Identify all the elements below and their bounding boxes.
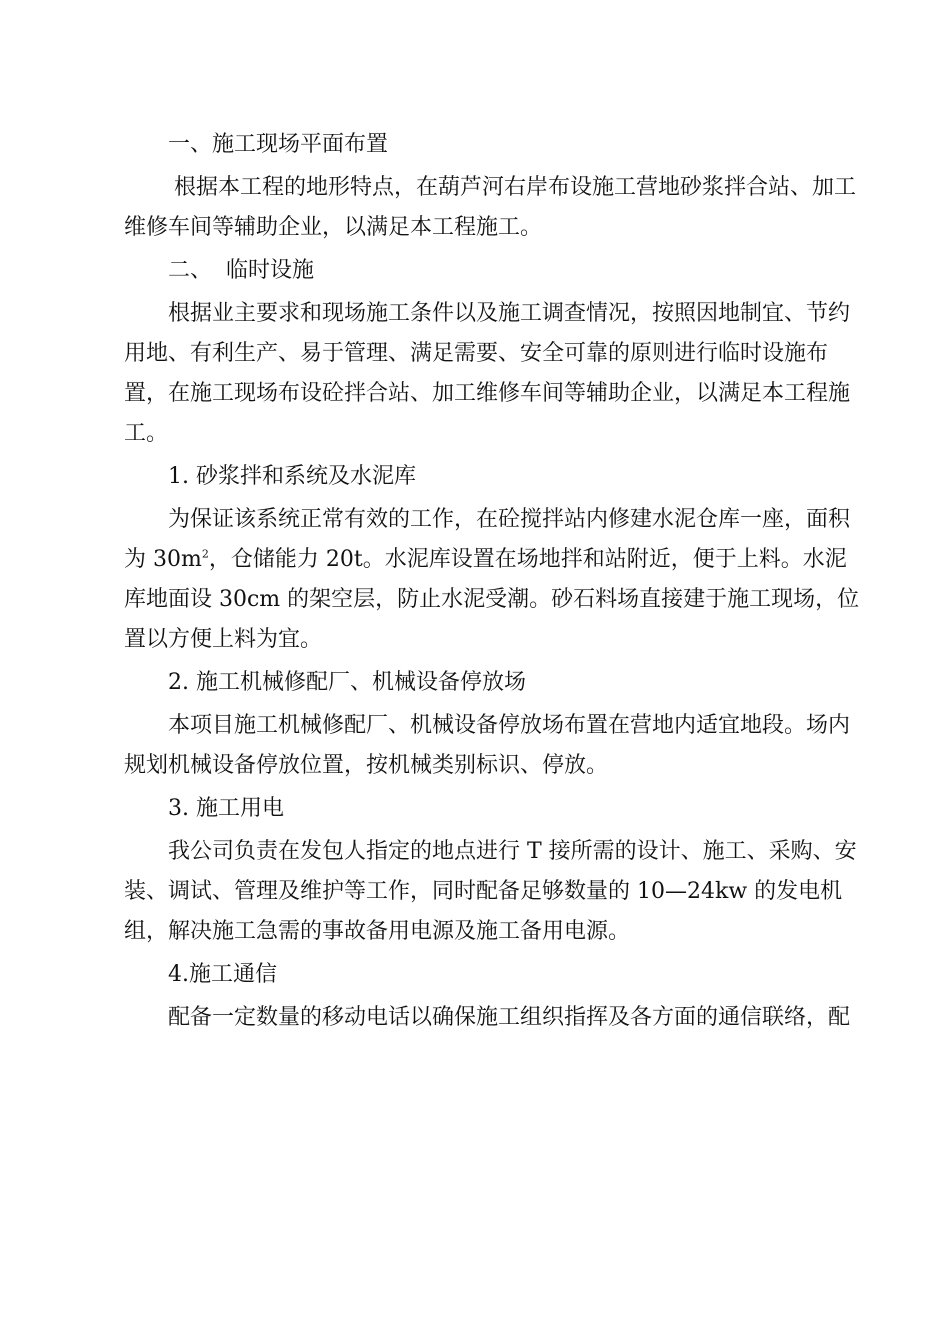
section-heading-2-prefix: 二、 [168,258,213,283]
section-heading-1: 一、施工现场平面布置 [168,132,389,157]
paragraph-3 [124,499,860,661]
paragraph-1: 根据本工程的地形特点，在葫芦河右岸布设施工营地砂浆拌合站、加工维修车间等辅助企业，以满足本工程施工。 [124,175,857,240]
paragraph-4: 本项目施工机械修配厂、机械设备停放场布置在营地内适宜地段。场内规划机械设备停放位置，按机械类别标识、停放。 [124,713,851,778]
square-meter-superscript: 2 [201,547,209,561]
subsection-heading-3: 3. 施工用电 [168,796,284,821]
document-content [124,124,860,1039]
section-heading-2 [124,250,860,292]
paragraph-3-part-2: ，仓储能力 20t。水泥库设置在场地拌和站附近，便于上料。水泥库地面设 30cm 的架空层，防止水泥受潮。砂石料场直接建于施工现场，位置以方便上料为宜。 [124,547,860,652]
paragraph-2: 根据业主要求和现场施工条件以及施工调查情况，按照因地制宜、节约用地、有利生产、易于管理、满足需要、安全可靠的原则进行临时设施布置，在施工现场布设砼拌合站、加工维修车间等辅助企业，以满足本工程施工。 [124,301,851,446]
subsection-heading-2: 2. 施工机械修配厂、机械设备停放场 [168,670,526,695]
paragraph-6: 配备一定数量的移动电话以确保施工组织指挥及各方面的通信联络，配 [168,1005,851,1030]
section-heading-2-text: 临时设施 [226,258,315,283]
paragraph-3-part-1: 为保证该系统正常有效的工作，在砼搅拌站内修建水泥仓库一座，面积为 30m [124,507,851,572]
subsection-heading-4: 4.施工通信 [168,962,277,987]
paragraph-5: 我公司负责在发包人指定的地点进行 T 接所需的设计、施工、采购、安装、调试、管理及维护等工作，同时配备足够数量的 10—24kw 的发电机组，解决施工急需的事故备用电源及施工备用电源。 [124,839,857,944]
subsection-heading-1: 1. 砂浆拌和系统及水泥库 [168,464,416,489]
